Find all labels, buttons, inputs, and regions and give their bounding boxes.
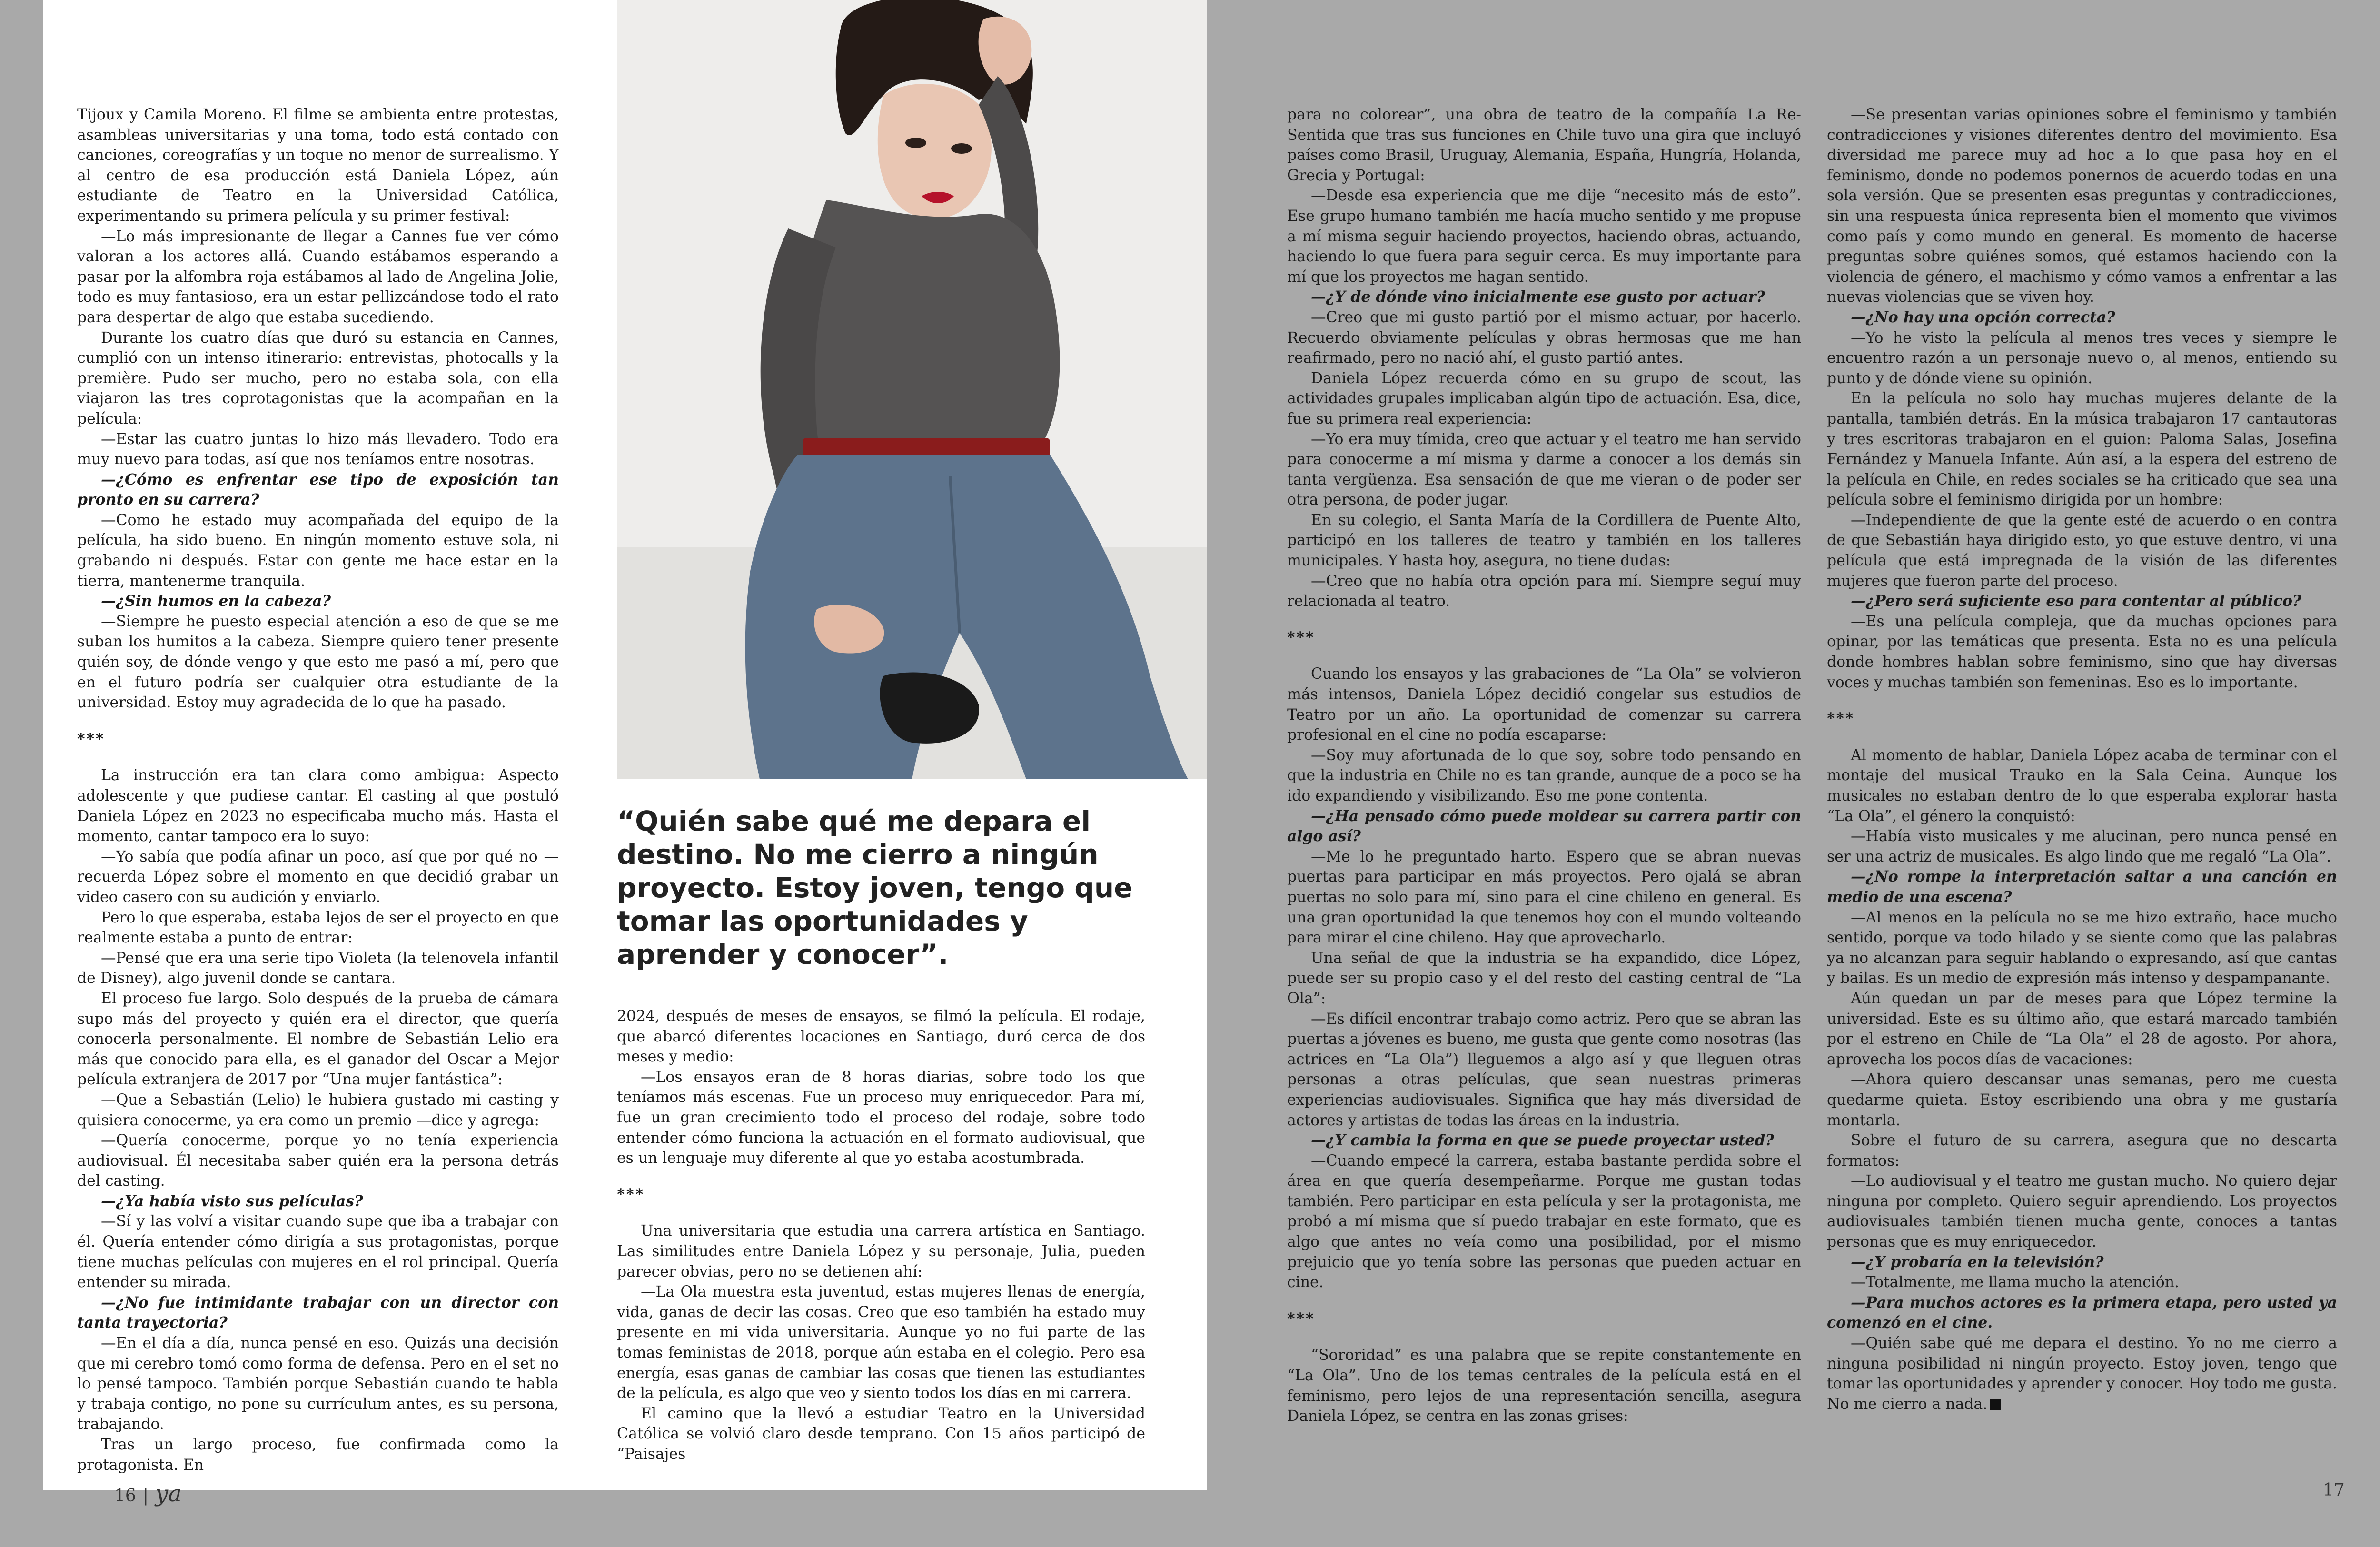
article-paragraph: Durante los cuatro días que duró su estancia en Cannes, cumplió con un intenso itinerario: entrevistas, photocalls y la première. Pudo ser mucho, pero no estaba sola, con ella viajaron las tres coprotagonistas que la acompañan en la película: (77, 329, 559, 427)
portrait-illustration (617, 0, 1207, 779)
article-paragraph: —Que a Sebastián (Lelio) le hubiera gustado mi casting y quisiera conocerme, ya era como un premio —dice y agrega: (77, 1091, 559, 1129)
article-paragraph: —Desde esa experiencia que me dije “necesito más de esto”. Ese grupo humano también me hacía mucho sentido y me propuse a mí misma seguir haciendo proyectos, haciendo obras, actuando, haciendo lo que fuera para seguir cerca. Es muy importante para mí que los proyectos me hagan sentido. (1287, 187, 1801, 286)
left-page (43, 0, 1207, 1507)
portrait-photo (617, 0, 1207, 779)
section-separator: *** (77, 730, 105, 748)
article-paragraph: Sobre el futuro de su carrera, asegura que no descarta formatos: (1827, 1132, 2337, 1170)
article-paragraph: —Sí y las volví a visitar cuando supe que iba a trabajar con él. Quería entender cómo dirigía a sus protagonistas, porque tiene muchas películas con mujeres en el rol principal. Quería entender su mirada. (77, 1213, 559, 1291)
interview-question: —¿No hay una opción correcta? (1851, 308, 2115, 326)
article-paragraph: La instrucción era tan clara como ambigua: Aspecto adolescente y que pudiese cantar. El casting al que postuló Daniela López en 2023 no especificaba mucho más. Hasta el momento, cantar tampoco era lo suyo: (77, 767, 559, 845)
interview-question: —¿Sin humos en la cabeza? (101, 592, 331, 610)
section-separator: *** (1827, 710, 1855, 728)
pull-quote: “Quién sabe qué me depara el destino. No me cierro a ningún proyecto. Estoy joven, tengo que tomar las oportunidades y aprender y conocer”. (617, 805, 1133, 971)
magazine-logo: ya (155, 1480, 182, 1507)
interview-question: —¿Y de dónde vino inicialmente ese gusto por actuar? (1311, 288, 1765, 306)
article-paragraph: —Quería conocerme, porque yo no tenía experiencia audiovisual. Él necesitaba saber quién era la persona detrás del casting. (77, 1132, 559, 1190)
article-paragraph: —Es difícil encontrar trabajo como actriz. Pero que se abran las puertas a jóvenes es bueno, me gusta que gente como nosotras (las actrices en “La Ola”) lleguemos a algo así y que lleguen otras personas a otras películas, que sean nuestras primeras experiencias audiovisuales. Significa que hay más diversidad de actores y artistas de todas las áreas en la industria. (1287, 1010, 1801, 1129)
article-paragraph: Tijoux y Camila Moreno. El filme se ambienta entre protestas, asambleas universitarias y una toma, todo está contado con canciones, coreografías y un toque no menor de surrealismo. Y al centro de esa producción está Daniela López, aún estudiante de Teatro en la Universidad Católica, experimentando su primera película y su primer festival: (77, 106, 559, 225)
interview-question: —¿Cómo es enfrentar ese tipo de exposición tan pronto en su carrera? (77, 470, 559, 509)
interview-question: —¿Y cambia la forma en que se puede proyectar usted? (1311, 1131, 1774, 1150)
article-paragraph: —Yo he visto la película al menos tres veces y siempre le encuentro razón a un personaje nuevo o, al menos, entiendo su punto y de dónde viene su opinión. (1827, 329, 2337, 387)
article-paragraph: Daniela López recuerda cómo en su grupo de scout, las actividades grupales implicaban algún tipo de actuación. Esa, dice, fue su primera real experiencia: (1287, 369, 1801, 427)
article-paragraph: —Como he estado muy acompañada del equipo de la película, ha sido bueno. En ningún momento estuve sola, ni grabando ni después. Estar con gente me hace estar en la tierra, mantenerme tranquila. (77, 511, 559, 590)
section-separator: *** (1287, 1309, 1315, 1328)
article-paragraph: —Los ensayos eran de 8 horas diarias, sobre todo los que teníamos más escenas. Fue un proceso muy enriquecedor. Para mí, fue un gran crecimiento todo el proceso del rodaje, sobre todo entender cómo funciona la actuación en el formato audiovisual, que es un lenguaje muy diferente al que yo estaba acostumbrada. (617, 1068, 1145, 1167)
article-paragraph: —Siempre he puesto especial atención a eso de que se me suban los humitos a la cabeza. Siempre quiero tener presente quién soy, de dónde vengo y que esto me pasó a mí, pero que en el futuro podría ser cualquier otra estudiante de la universidad. Estoy muy agradecida de lo que ha pasado. (77, 613, 559, 712)
article-paragraph: —Estar las cuatro juntas lo hizo más llevadero. Todo era muy nuevo para todas, así que nos teníamos entre nosotras. (77, 430, 559, 468)
interview-question: —¿Y probaría en la televisión? (1851, 1253, 2104, 1271)
article-paragraph: Pero lo que esperaba, estaba lejos de ser el proyecto en que realmente estaba a punto de entrar: (77, 909, 559, 947)
article-paragraph: El proceso fue largo. Solo después de la prueba de cámara supo más del proyecto y quién era el director, que quería conocerla personalmente. El nombre de Sebastián Lelio era más que conocido para ella, es el ganador del Oscar a Mejor película extranjera de 2017 por “Una mujer fantástica”: (77, 990, 559, 1089)
article-paragraph: —La Ola muestra esta juventud, estas mujeres llenas de energía, vida, ganas de decir las cosas. Creo que eso también ha estado muy presente en mi vida universitaria. Aunque yo no fui parte de las tomas feministas de 2018, porque aún estaba en el colegio. Pero esa energía, esas ganas de cambiar las cosas que tienen las estudiantes de la película, es algo que veo y siento todos los días en mi carrera. (617, 1283, 1145, 1402)
interview-question: —¿Pero será suficiente eso para contentar al público? (1851, 592, 2301, 610)
article-paragraph: para no colorear”, una obra de teatro de la compañía La Re-Sentida que tras sus funciones en Chile tuvo una gira que incluyó países como Brasil, Uruguay, Alemania, España, Hungría, Holanda, Grecia y Portugal: (1287, 106, 1801, 184)
article-paragraph: —Había visto musicales y me alucinan, pero nunca pensé en ser una actriz de musicales. Es algo lindo que me regaló “La Ola”. (1827, 828, 2337, 865)
article-paragraph: Al momento de hablar, Daniela López acaba de terminar con el montaje del musical Trauko en la Sala Ceina. Aunque los musicales no estaban dentro de lo que esperaba explorar hasta “La Ola”, el género la conquistó: (1827, 746, 2337, 825)
interview-question: —¿Ya había visto sus películas? (101, 1192, 363, 1210)
right-page (1207, 0, 2380, 1547)
article-paragraph: —Creo que mi gusto partió por el mismo actuar, por hacerlo. Recuerdo obviamente películas y obras hermosas que me han reafirmado, pero no nació ahí, el gusto partió antes. (1287, 308, 1801, 367)
article-paragraph: —Quién sabe qué me depara el destino. Yo no me cierro a ninguna posibilidad ni ningún proyecto. Estoy joven, tengo que tomar las oportunidades y aprender y conocer. Hoy todo me gusta. No me cierro a nada. (1827, 1335, 2337, 1413)
article-paragraph: —Lo más impresionante de llegar a Cannes fue ver cómo valoran a los actores allá. Cuando estábamos esperando a pasar por la alfombra roja estábamos al lado de Angelina Jolie, todo es muy fantasioso, era un estar pellizcándose todo el rato para despertar de algo que estaba sucediendo. (77, 228, 559, 326)
article-paragraph: —Independiente de que la gente esté de acuerdo o en contra de que Sebastián haya dirigido esto, yo que estuve dentro, vi una película que está impregnada de la visión de las diferentes mujeres que fueron parte del proceso. (1827, 511, 2337, 590)
article-paragraph: —Pensé que era una serie tipo Violeta (la telenovela infantil de Disney), algo juvenil donde se cantara. (77, 949, 559, 987)
interview-question: —¿Ha pensado cómo puede moldear su carrera partir con algo así? (1287, 807, 1801, 845)
text-column-2 (617, 1006, 1145, 1464)
article-paragraph: “Sororidad” es una palabra que se repite constantemente en “La Ola”. Uno de los temas centrales de la película está en el feminismo, pero lejos de una representación sencilla, asegura Daniela López, se centra en las zonas grises: (1287, 1347, 1801, 1425)
section-separator: *** (617, 1185, 645, 1203)
section-separator: *** (1287, 628, 1315, 646)
folio-left (114, 1480, 182, 1507)
article-paragraph: —Soy muy afortunada de lo que soy, sobre todo pensando en que la industria en Chile no es tan grande, aunque de a poco se ha ido expandiendo y visibilizando. Eso me pone contenta. (1287, 746, 1801, 804)
article-paragraph: Tras un largo proceso, fue confirmada como la protagonista. En (77, 1436, 559, 1474)
article-paragraph: Aún quedan un par de meses para que López termine la universidad. Este es su último año, que estará marcado también por el estreno en Chile de “La Ola” el 28 de agosto. Por ahora, aprovecha los pocos días de vacaciones: (1827, 990, 2337, 1068)
text-column-4 (1827, 105, 2337, 1414)
article-paragraph: —Se presentan varias opiniones sobre el feminismo y también contradicciones y visiones diferentes dentro del movimiento. Esa diversidad me parece muy ad hoc a lo que pasa hoy en el feminismo, donde no podemos ponernos de acuerdo todas en una sola versión. Que se presenten esas preguntas y contradicciones, sin una respuesta única representa bien el momento que vivimos como país y como mundo en general. Es momento de hacerse preguntas sobre quiénes somos, qué estamos haciendo con la violencia de género, el machismo y cómo vamos a enfrentar a las nuevas violencias que se viven hoy. (1827, 106, 2337, 306)
page-number: 17 (2323, 1480, 2345, 1500)
article-paragraph: —Totalmente, me llama mucho la atención. (1851, 1274, 2180, 1291)
folio-separator: | (142, 1486, 149, 1506)
article-paragraph: Una universitaria que estudia una carrera artística en Santiago. Las similitudes entre Daniela López y su personaje, Julia, pueden parecer obvias, pero no se detienen ahí: (617, 1222, 1145, 1280)
article-paragraph: —En el día a día, nunca pensé en eso. Quizás una decisión que mi cerebro tomó como forma de defensa. Pero en el set no lo pensé tampoco. También porque Sebastián cuando te habla y trabaja contigo, no pone su currículum antes, es su persona, trabajando. (77, 1335, 559, 1433)
text-column-1 (77, 105, 559, 1475)
folio-right (2323, 1480, 2345, 1500)
article-paragraph: —Ahora quiero descansar unas semanas, pero me cuesta quedarme quieta. Estoy escribiendo una obra y me gustaría montarla. (1827, 1071, 2337, 1129)
interview-question: —¿No fue intimidante trabajar con un director con tanta trayectoria? (77, 1293, 559, 1332)
interview-question: —Para muchos actores es la primera etapa, pero usted ya comenzó en el cine. (1827, 1293, 2337, 1332)
article-paragraph: 2024, después de meses de ensayos, se filmó la película. El rodaje, que abarcó diferentes locaciones en Santiago, duró cerca de dos meses y medio: (617, 1008, 1145, 1066)
page-number: 16 (114, 1486, 136, 1506)
text-column-3 (1287, 105, 1801, 1427)
end-of-article-mark (1990, 1399, 2001, 1410)
article-paragraph: —Yo sabía que podía afinar un poco, así que por qué no —recuerda López sobre el momento en que decidió grabar un video casero con su audición y enviarlo. (77, 848, 559, 906)
article-paragraph: —Lo audiovisual y el teatro me gustan mucho. No quiero dejar ninguna por completo. Quiero seguir aprendiendo. Los proyectos audiovisuales también tienen mucha gente, conoces a tantas personas que es muy enriquecedor. (1827, 1172, 2337, 1251)
article-paragraph: Cuando los ensayos y las grabaciones de “La Ola” se volvieron más intensos, Daniela López decidió congelar sus estudios de Teatro por un año. La oportunidad de comenzar su carrera profesional en el cine no podía escaparse: (1287, 665, 1801, 744)
article-paragraph: El camino que la llevó a estudiar Teatro en la Universidad Católica se volvió claro desde temprano. Con 15 años participó de “Paisajes (617, 1405, 1145, 1463)
article-paragraph: —Cuando empecé la carrera, estaba bastante perdida sobre el área en que quería desempeñarme. Porque me gustan todas también. Pero participar en esta película y ser la protagonista, me probó a mí misma que sí puedo trabajar en este formato, que es algo que antes no veía como una posibilidad, por el mismo prejuicio que yo tenía sobre las personas que pueden actuar en cine. (1287, 1152, 1801, 1291)
article-paragraph: —Creo que no había otra opción para mí. Siempre seguí muy relacionada al teatro. (1287, 572, 1801, 610)
article-paragraph: —Es una película compleja, que da muchas opciones para opinar, por las temáticas que presenta. Esta no es una película donde hombres hablan sobre feminismo, sino que hay diversas voces y muchas también son femeninas. Eso es lo importante. (1827, 613, 2337, 691)
article-paragraph: —Yo era muy tímida, creo que actuar y el teatro me han servido para conocerme a mí misma y darme a conocer a los demás sin tanta vergüenza. Esa sensación de que me vieran o de poder ser otra persona, de poder jugar. (1287, 430, 1801, 509)
interview-question: —¿No rompe la interpretación saltar a una canción en medio de una escena? (1827, 868, 2337, 906)
article-paragraph: En la película no solo hay muchas mujeres delante de la pantalla, también detrás. En la música trabajaron 17 cantautoras y tres escritoras trabajaron en el guion: Paloma Salas, Josefina Fernández y Manuela Infante. Aún así, a la espera del estreno de la película en Chile, en redes sociales se ha criticado que sea una película sobre el feminismo dirigida por un hombre: (1827, 390, 2337, 509)
article-paragraph: —Al menos en la película no se me hizo extraño, hace mucho sentido, porque va todo hilado y se siente como que las palabras ya no alcanzan para seguir hablando o expresando, así que cantas y bailas. Es un medio de expresión más intenso y despampanante. (1827, 909, 2337, 987)
article-paragraph: Una señal de que la industria se ha expandido, dice López, puede ser su propio caso y el del resto del casting central de “La Ola”: (1287, 949, 1801, 1007)
article-paragraph: En su colegio, el Santa María de la Cordillera de Puente Alto, participó en los talleres de teatro y también en los talleres municipales. Y hasta hoy, asegura, no tiene dudas: (1287, 511, 1801, 570)
article-paragraph: —Me lo he preguntado harto. Espero que se abran nuevas puertas para participar en más proyectos. Pero ojalá se abran puertas no solo para mí, sino para el cine chileno en general. Es una gran oportunidad la que tenemos hoy con el mundo volteando para mirar el cine chileno. Hay que aprovecharlo. (1287, 848, 1801, 947)
